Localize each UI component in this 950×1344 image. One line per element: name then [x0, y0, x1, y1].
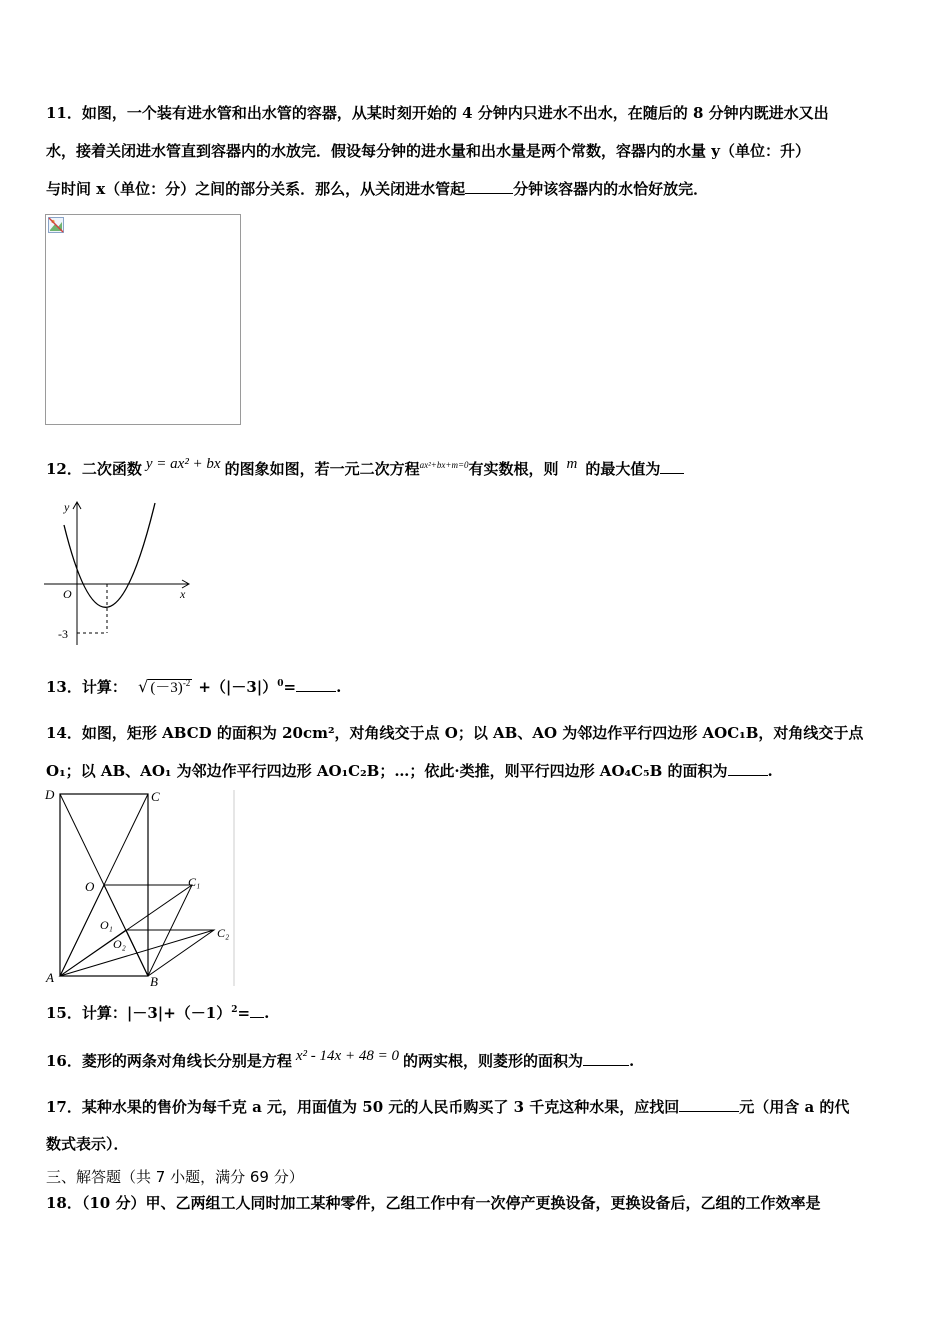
q11-answer-blank — [465, 179, 513, 194]
q14-line2-text: O₁；以 AB、AO₁ 为邻边作平行四边形 AO₁C₂B；…；依此·类推，则平行四边形 AO₄C₅B 的面积为 — [46, 762, 728, 780]
q12-function: y = ax² + bx — [145, 456, 221, 472]
q14-answer-blank — [728, 761, 768, 776]
q12-equation: ax²+bx+m=0 — [419, 460, 469, 470]
q16-suffix: 的两实根，则菱形的面积为 — [402, 1052, 583, 1070]
label-O2: O₂ — [113, 937, 126, 951]
label-D: D — [45, 787, 55, 802]
q17-line2: 数式表示）． — [46, 1135, 129, 1153]
section-three-heading: 三、解答题（共 7 小题，满分 69 分） — [46, 1168, 304, 1186]
q15-equals: = — [237, 1004, 251, 1022]
label-A: A — [46, 970, 54, 985]
diagonal-O1B — [126, 930, 148, 976]
q12-prefix: 12．二次函数 — [46, 460, 142, 478]
q16-equation: x² - 14x + 48 = 0 — [295, 1048, 399, 1064]
q11-line1: 11．如图，一个装有进水管和出水管的容器，从某时刻开始的 4 分钟内只进水不出水，在随后的 8 分钟内既进水又出 — [46, 104, 829, 122]
q12-suffix: 的最大值为 — [585, 460, 661, 478]
q13-sqrt — [138, 676, 192, 697]
q13-radicand — [148, 679, 192, 696]
y-axis-label: y — [64, 500, 70, 514]
origin-label: O — [63, 587, 72, 601]
q13-prefix: 13．计算： — [46, 678, 127, 696]
q11-line2: 水，接着关闭进水管直到容器内的水放完．假设每分钟的进水量和出水量是两个常数，容器内的水量 y（单位：升） — [46, 142, 810, 160]
q12-mid2: 有实数根，则 — [468, 460, 559, 478]
q13-mid: +（|－3|） — [198, 678, 278, 696]
q15-text — [46, 1002, 269, 1023]
q11-figure-placeholder — [45, 214, 241, 425]
q12-mid: 的图象如图，若一元二次方程 — [224, 460, 420, 478]
x-axis-label: x — [180, 587, 186, 601]
q11-line3-end: 分钟该容器内的水恰好放完． — [513, 180, 709, 198]
q16-prefix: 16．菱形的两条对角线长分别是方程 — [46, 1052, 292, 1070]
label-C2: C₂ — [217, 926, 230, 940]
q14-end: . — [767, 762, 773, 780]
q18-line1: 18．（10 分）甲、乙两组工人同时加工某种零件，乙组工作中有一次停产更换设备，更换设备后，乙组的工作效率是 — [46, 1194, 821, 1212]
q11-line3 — [46, 178, 708, 199]
label-C1: C₁ — [188, 875, 201, 889]
q13-radicand-text: (－3) — [150, 680, 183, 696]
q12-m: m — [566, 456, 578, 472]
q12-text — [46, 456, 684, 479]
label-B: B — [150, 974, 158, 989]
q17-line1-text: 17．某种水果的售价为每千克 a 元，用面值为 50 元的人民币购买了 3 千克这种水果，应找回 — [46, 1098, 680, 1116]
q13-radicand-exp: -2 — [182, 678, 191, 688]
q16-text — [46, 1048, 634, 1071]
q13-end: . — [336, 678, 342, 696]
q17-line1 — [46, 1096, 849, 1117]
q14-line1: 14．如图，矩形 ABCD 的面积为 20cm²，对角线交于点 O；以 AB、AO 为邻边作平行四边形 AOC₁B，对角线交于点 — [46, 724, 864, 742]
q12-parabola-graph — [40, 495, 200, 650]
label-O1: O₁ — [100, 918, 113, 932]
parabola-curve — [64, 503, 155, 607]
q17-line1-end: 元（用含 a 的代 — [739, 1098, 850, 1116]
label-O: O — [85, 879, 95, 894]
q16-end: . — [628, 1052, 635, 1070]
vertex-y-label: -3 — [58, 627, 68, 641]
q14-line2 — [46, 760, 773, 781]
broken-image-icon — [48, 217, 64, 233]
q14-rectangle-figure — [40, 786, 240, 991]
q11-line3-text: 与时间 x（单位：分）之间的部分关系．那么，从关闭进水管起 — [46, 180, 466, 198]
q15-end: . — [264, 1004, 270, 1022]
q17-answer-blank — [679, 1097, 739, 1112]
q16-answer-blank — [583, 1051, 629, 1066]
q13-text — [46, 676, 341, 697]
label-C: C — [151, 789, 160, 804]
sqrt-symbol: √ — [138, 677, 149, 696]
q13-answer-blank — [296, 677, 336, 692]
q15-exp: 2 — [231, 1005, 238, 1015]
q12-answer-blank — [660, 459, 684, 474]
q15-prefix: 15．计算：|－3|+（－1） — [46, 1004, 232, 1022]
q13-equals: = — [283, 678, 297, 696]
q13-zero-exp: 0 — [277, 679, 284, 689]
q15-answer-blank — [250, 1003, 264, 1018]
